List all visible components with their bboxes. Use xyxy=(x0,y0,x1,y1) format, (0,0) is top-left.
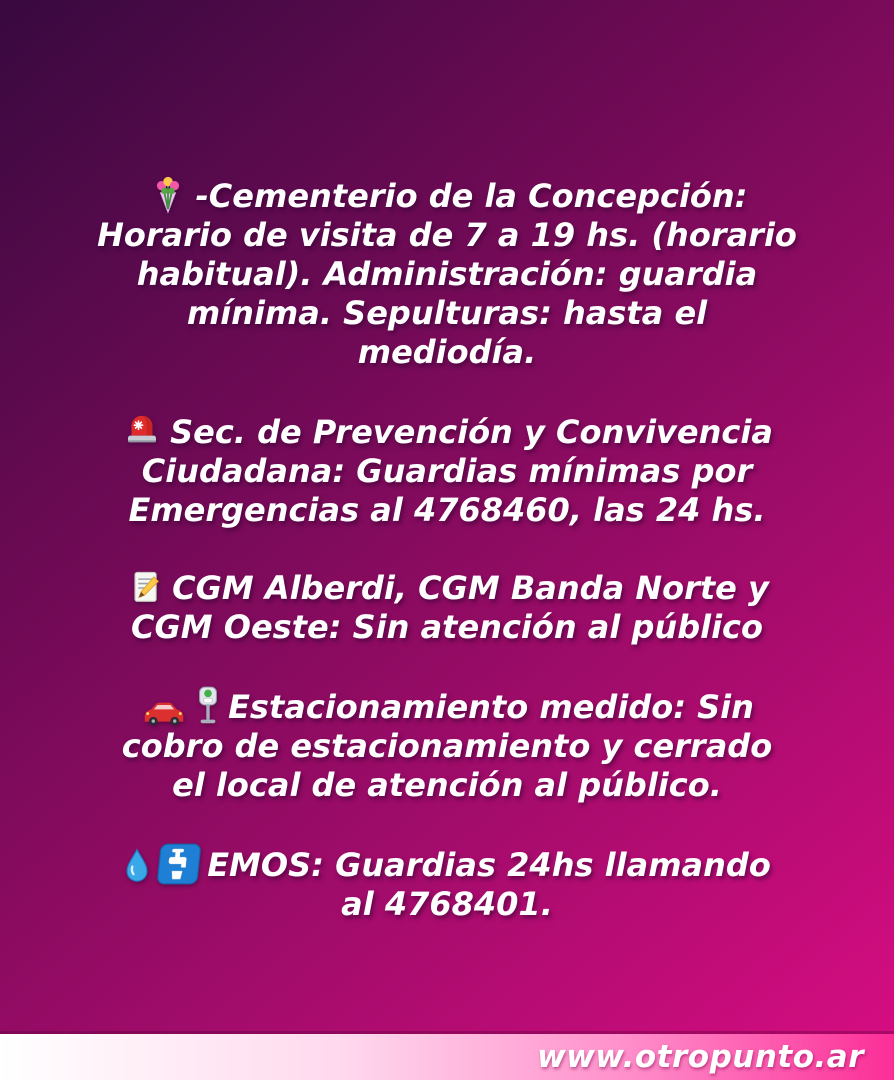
announcement-paragraph xyxy=(122,685,772,805)
announcement-text: -Cementerio de la Concepción: xyxy=(195,177,748,215)
announcement-line xyxy=(97,174,797,216)
announcement-paragraph xyxy=(121,410,773,530)
announcement-line xyxy=(97,255,797,294)
announcement-text: cobro de estacionamiento y cerrado xyxy=(121,727,773,765)
announcement-line xyxy=(125,568,769,608)
announcement-text: Emergencias al 4768460, las 24 hs. xyxy=(128,491,766,529)
memo-icon xyxy=(125,568,165,608)
announcement-text: CGM Alberdi, CGM Banda Norte y xyxy=(172,569,769,607)
announcement-line xyxy=(123,885,771,924)
announcement-line xyxy=(97,333,797,372)
bouquet-icon xyxy=(147,174,189,216)
announcement-line xyxy=(125,608,769,647)
announcement-text: habitual). Administración: guardia xyxy=(136,255,758,293)
potable-water-icon xyxy=(156,843,202,885)
announcement-line xyxy=(121,452,773,491)
announcement-paragraph xyxy=(125,568,769,647)
car-icon xyxy=(140,697,188,727)
footer-website-text: www.otropunto.ar xyxy=(537,1039,864,1075)
announcement-line xyxy=(122,685,772,727)
announcement-text: el local de atención al público. xyxy=(172,766,722,804)
announcement-line xyxy=(121,491,773,530)
footer-bar xyxy=(0,1034,894,1080)
announcement-text: mediodía. xyxy=(357,333,537,371)
siren-icon xyxy=(121,410,163,452)
announcement-line xyxy=(122,766,772,805)
announcement-text: Horario de visita de 7 a 19 hs. (horario xyxy=(97,216,797,254)
announcement-paragraph xyxy=(97,174,797,372)
announcement-line xyxy=(123,843,771,885)
announcement-paragraph xyxy=(123,843,771,924)
announcement-line xyxy=(97,294,797,333)
announcement-text: Estacionamiento medido: Sin xyxy=(228,688,754,726)
announcement-line xyxy=(122,727,772,766)
announcement-text: CGM Oeste: Sin atención al público xyxy=(131,608,763,646)
announcement-text: Sec. de Prevención y Convivencia xyxy=(170,413,773,451)
announcement-text: EMOS: Guardias 24hs llamando xyxy=(207,846,771,884)
announcement-text: mínima. Sepulturas: hasta el xyxy=(186,294,708,332)
announcement-line xyxy=(97,216,797,255)
announcement-line xyxy=(121,410,773,452)
droplet-icon xyxy=(123,847,151,885)
parking-meter-icon xyxy=(195,685,221,727)
announcement-text: al 4768401. xyxy=(341,885,553,923)
announcement-text: Ciudadana: Guardias mínimas por xyxy=(141,452,753,490)
